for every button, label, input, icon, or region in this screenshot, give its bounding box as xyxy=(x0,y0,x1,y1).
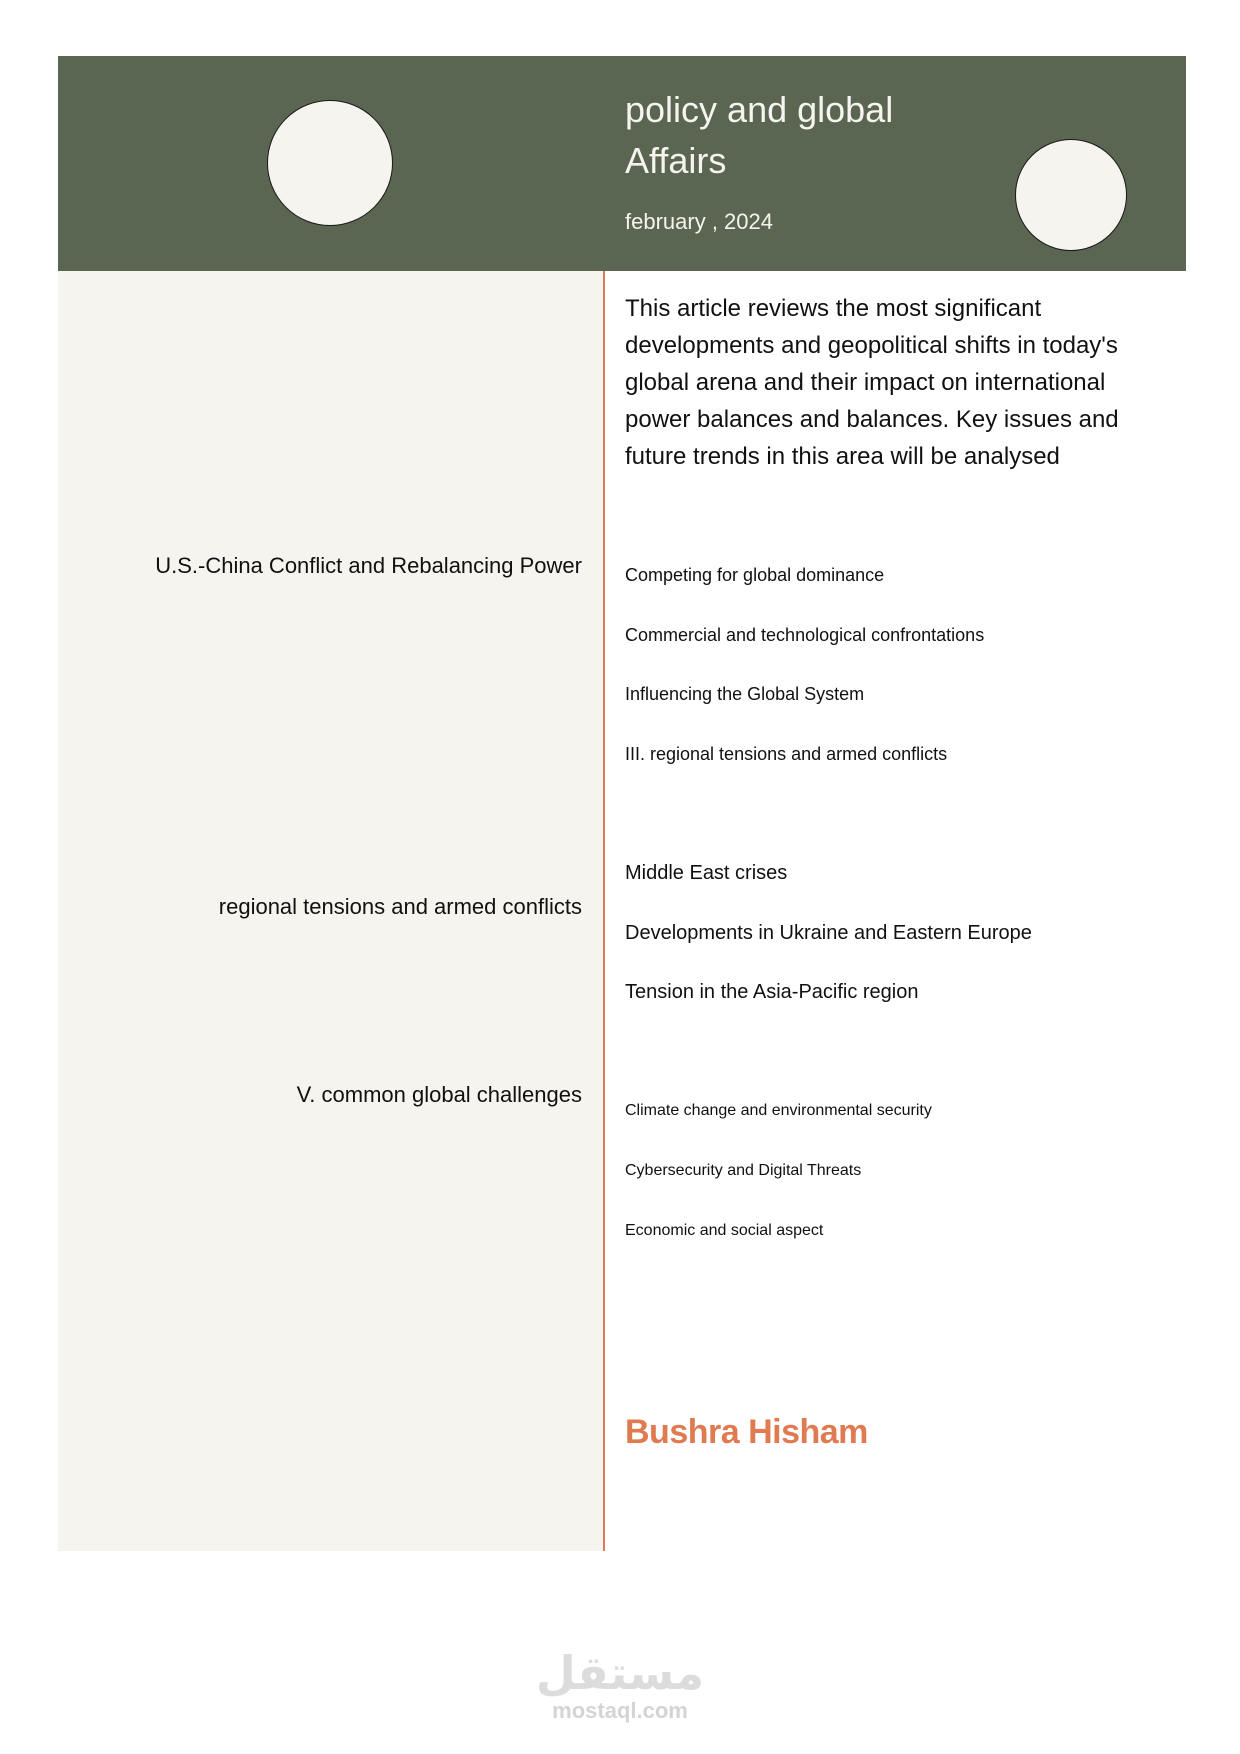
section-1-item: III. regional tensions and armed conflicts xyxy=(625,744,948,764)
section-title-2: regional tensions and armed conflicts xyxy=(218,894,582,919)
decorative-circle-right xyxy=(1015,139,1127,251)
section-2-item: Developments in Ukraine and Eastern Europe xyxy=(625,922,1032,944)
section-1-item: Competing for global dominance xyxy=(625,565,885,585)
section-3-item: Cybersecurity and Digital Threats xyxy=(625,1162,862,1179)
author-name: Bushra Hisham xyxy=(625,1413,868,1451)
title-line-2: Affairs xyxy=(625,140,727,181)
section-title-3: V. common global challenges xyxy=(296,1082,582,1107)
section-1-item: Commercial and technological confrontations xyxy=(625,625,985,645)
publication-date: february , 2024 xyxy=(625,209,773,234)
section-title-1: U.S.-China Conflict and Rebalancing Power xyxy=(155,553,582,578)
section-3-item: Economic and social aspect xyxy=(625,1222,824,1239)
section-2-item: Middle East crises xyxy=(625,862,788,884)
intro-paragraph: This article reviews the most significant developments and geopolitical shifts in today's global arena and their impact on international power balances and balances. Key issues and future trends in this area will be analysed xyxy=(625,295,1119,470)
page-title xyxy=(625,84,985,186)
section-1-item: Influencing the Global System xyxy=(625,684,865,704)
watermark-logo: مستقل xyxy=(535,1646,705,1700)
watermark-url: mostaql.com xyxy=(552,1698,688,1723)
header-banner xyxy=(58,56,1186,271)
section-3-item: Climate change and environmental security xyxy=(625,1102,932,1119)
decorative-circle-left xyxy=(267,100,393,226)
section-2-item: Tension in the Asia-Pacific region xyxy=(625,981,919,1003)
vertical-divider xyxy=(603,271,605,1551)
title-line-1: policy and global xyxy=(625,89,894,130)
watermark xyxy=(520,1648,720,1724)
